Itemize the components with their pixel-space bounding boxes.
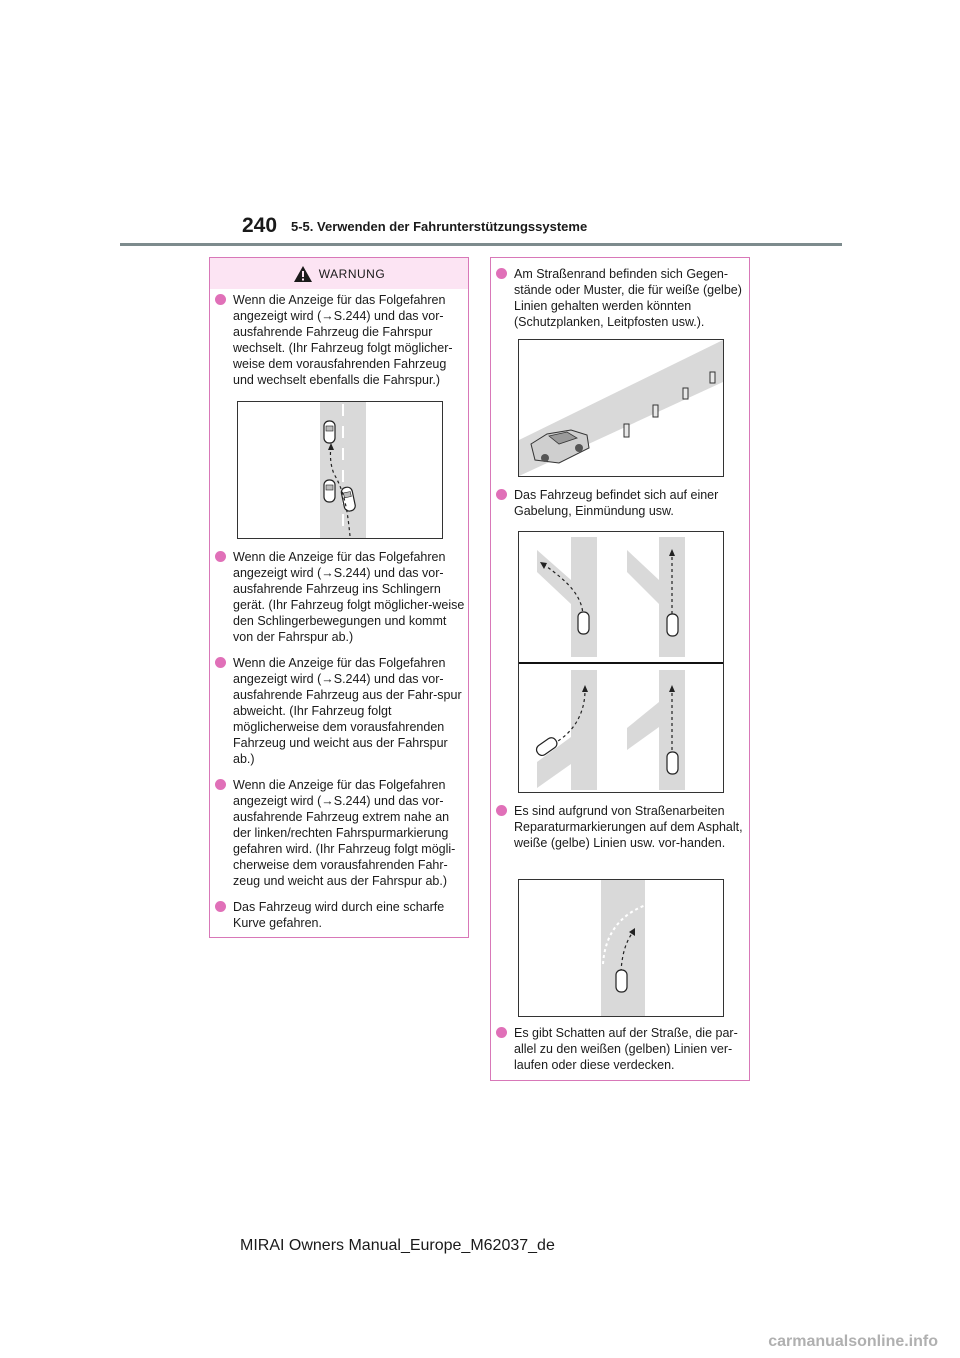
list-item	[496, 487, 746, 519]
list-item-text: Wenn die Anzeige für das Folgefahren angezeigt wird (→S.244) und das vor-ausfahrende Fahrzeug extrem nahe an der linken/rechten Fahrspurmarkierung gefahren wird. (Ihr Fahrzeug folgt mögli-cherweise dem vorausfahrenden Fahr-zeug und weicht aus der Fahrspur ab.)	[233, 778, 456, 888]
post-icon	[653, 405, 658, 417]
post-icon	[710, 372, 715, 383]
car-icon	[324, 480, 335, 502]
list-item	[215, 899, 465, 931]
post-icon	[683, 388, 688, 399]
bullet-icon	[496, 1027, 507, 1038]
warning-box	[209, 257, 469, 938]
list-item-text: Das Fahrzeug befindet sich auf einer Gabelung, Einmündung usw.	[514, 488, 719, 518]
bullet-icon	[215, 551, 226, 562]
bullet-icon	[215, 901, 226, 912]
list-item	[496, 803, 746, 851]
car-icon	[578, 612, 589, 634]
bullet-icon	[215, 294, 226, 305]
repair-markings-illustration	[519, 880, 723, 1016]
header-rule	[120, 243, 842, 246]
lane-change-illustration	[238, 402, 442, 538]
forks-illustration	[519, 532, 723, 792]
list-item-text: Es gibt Schatten auf der Straße, die par-allel zu den weißen (gelben) Linien ver-laufen oder diese verdecken.	[514, 1026, 738, 1072]
car-icon	[667, 614, 678, 636]
list-item-text: Wenn die Anzeige für das Folgefahren angezeigt wird (→S.244) und das vor-ausfahrende Fahrzeug aus der Fahr-spur abweicht. (Ihr Fahrzeug folgt möglicherweise dem vorausfahrenden Fahrzeug und weicht aus der Fahrspur ab.)	[233, 656, 462, 766]
roadside-posts-illustration	[519, 340, 723, 476]
car-icon	[667, 752, 678, 774]
bullet-icon	[215, 779, 226, 790]
conditions-box	[490, 257, 750, 1081]
manual-name: MIRAI Owners Manual_Europe_M62037_de	[240, 1237, 555, 1254]
page-number: 240	[242, 214, 278, 237]
figure-lane-change	[237, 401, 443, 539]
watermark: carmanualsonline.info	[768, 1333, 938, 1350]
list-item-text: Das Fahrzeug wird durch eine scharfe Kurve gefahren.	[233, 900, 445, 930]
list-item-text: Es sind aufgrund von Straßenarbeiten Reparaturmarkierungen auf dem Asphalt, weiße (gelbe) Linien usw. vor-handen.	[514, 804, 743, 850]
list-item	[496, 266, 746, 330]
list-item	[215, 292, 465, 388]
list-item-text: Am Straßenrand befinden sich Gegen-stände oder Muster, die für weiße (gelbe) Linien gehalten werden könnten (Schutzplanken, Leitpfosten usw.).	[514, 267, 742, 329]
warning-triangle-icon	[293, 265, 313, 283]
figure-roadside-objects	[518, 339, 724, 477]
figure-repair-markings	[518, 879, 724, 1017]
list-item	[215, 777, 465, 889]
bullet-icon	[496, 268, 507, 279]
list-item	[215, 549, 465, 645]
list-item-text: Wenn die Anzeige für das Folgefahren angezeigt wird (→S.244) und das vor-ausfahrende Fahrzeug ins Schlingern gerät. (Ihr Fahrzeug folgt möglicher-weise den Schlingerbewegungen und kommt von der Fahrspur ab.)	[233, 550, 465, 644]
list-item-text: Wenn die Anzeige für das Folgefahren angezeigt wird (→S.244) und das vor-ausfahrende Fahrzeug die Fahrspur wechselt. (Ihr Fahrzeug folgt möglicher-weise dem vorausfahrenden Fahrzeug und wechselt ebenfalls die Fahrspur.)	[233, 293, 453, 387]
list-item	[215, 655, 465, 767]
figure-forks-junctions	[518, 531, 724, 793]
car-icon	[616, 970, 627, 992]
list-item	[496, 1025, 746, 1073]
bullet-icon	[496, 489, 507, 500]
warning-header	[210, 258, 468, 289]
warning-label: WARNUNG	[318, 266, 386, 281]
bullet-icon	[496, 805, 507, 816]
post-icon	[624, 424, 629, 437]
bullet-icon	[215, 657, 226, 668]
car-icon	[324, 421, 335, 443]
section-title: 5-5. Verwenden der Fahrunterstützungssysteme	[291, 219, 588, 234]
